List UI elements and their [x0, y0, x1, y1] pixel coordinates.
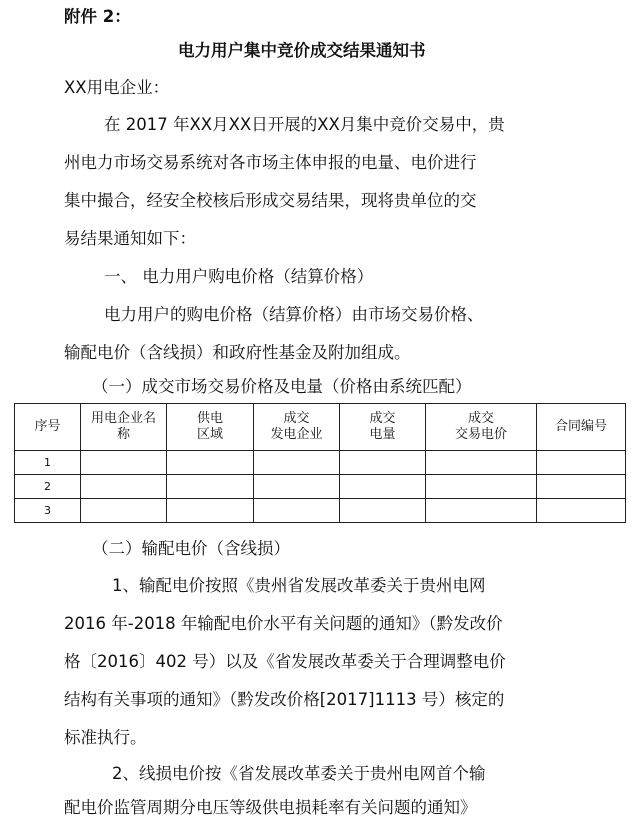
attachment-label: 附件 2： — [64, 7, 131, 26]
table-cell — [537, 451, 626, 475]
table-cell — [167, 451, 254, 475]
paragraph-line: 结构有关事项的通知》（黔发改价格[2017]1113 号）核定的 — [64, 690, 505, 709]
paragraph-line: 1、输配电价按照《贵州省发展改革委关于贵州电网 — [112, 576, 486, 595]
column-header: 成交 电量 — [340, 404, 426, 451]
section-heading: 一、 电力用户购电价格（结算价格） — [104, 267, 374, 286]
table-row — [15, 499, 626, 523]
table-cell — [81, 475, 167, 499]
paragraph-line: 格〔2016〕402 号）以及《省发展改革委关于合理调整电价 — [64, 652, 506, 671]
paragraph-line: 2016 年-2018 年输配电价水平有关问题的通知》（黔发改价 — [64, 614, 503, 633]
table-row — [15, 475, 626, 499]
table-cell — [340, 475, 426, 499]
table-cell — [254, 475, 340, 499]
intro-line: 州电力市场交易系统对各市场主体申报的电量、电价进行 — [64, 153, 477, 172]
table-cell — [426, 475, 537, 499]
table-cell — [340, 499, 426, 523]
table-cell — [426, 499, 537, 523]
table-cell — [537, 499, 626, 523]
column-header: 供电 区域 — [167, 404, 254, 451]
paragraph-line: 配电价监管周期分电压等级供电损耗率有关问题的通知》 — [64, 798, 477, 817]
table-cell — [537, 475, 626, 499]
paragraph-line: 标准执行。 — [64, 728, 147, 747]
table-row — [15, 451, 626, 475]
table-cell — [340, 451, 426, 475]
intro-line: 易结果通知如下： — [64, 229, 196, 248]
table-header-row — [15, 404, 626, 451]
salutation: XX用电企业： — [64, 78, 170, 97]
subsection-heading: （二）输配电价（含线损） — [92, 539, 290, 558]
subsection-heading: （一）成交市场交易价格及电量（价格由系统匹配） — [92, 377, 472, 396]
table-cell — [167, 475, 254, 499]
table-cell — [254, 499, 340, 523]
column-header: 合同编号 — [537, 404, 626, 451]
table-cell: 2 — [15, 475, 81, 499]
section-body-line: 电力用户的购电价格（结算价格）由市场交易价格、 — [104, 305, 484, 324]
paragraph-line: 2、线损电价按《省发展改革委关于贵州电网首个输 — [112, 764, 486, 783]
table-cell: 1 — [15, 451, 81, 475]
column-header: 序号 — [15, 404, 81, 451]
table-cell — [167, 499, 254, 523]
document-title: 电力用户集中竞价成交结果通知书 — [178, 41, 426, 60]
table-cell — [81, 499, 167, 523]
table-cell: 3 — [15, 499, 81, 523]
table-cell — [426, 451, 537, 475]
trade-result-table — [14, 403, 626, 523]
section-body-line: 输配电价（含线损）和政府性基金及附加组成。 — [64, 343, 411, 362]
column-header: 成交 发电企业 — [254, 404, 340, 451]
intro-line: 集中撮合，经安全校核后形成交易结果，现将贵单位的交 — [64, 191, 477, 210]
table-cell — [81, 451, 167, 475]
column-header: 成交 交易电价 — [426, 404, 537, 451]
column-header: 用电企业名 称 — [81, 404, 167, 451]
intro-line: 在 2017 年XX月XX日开展的XX月集中竞价交易中，贵 — [104, 115, 505, 134]
table-cell — [254, 451, 340, 475]
